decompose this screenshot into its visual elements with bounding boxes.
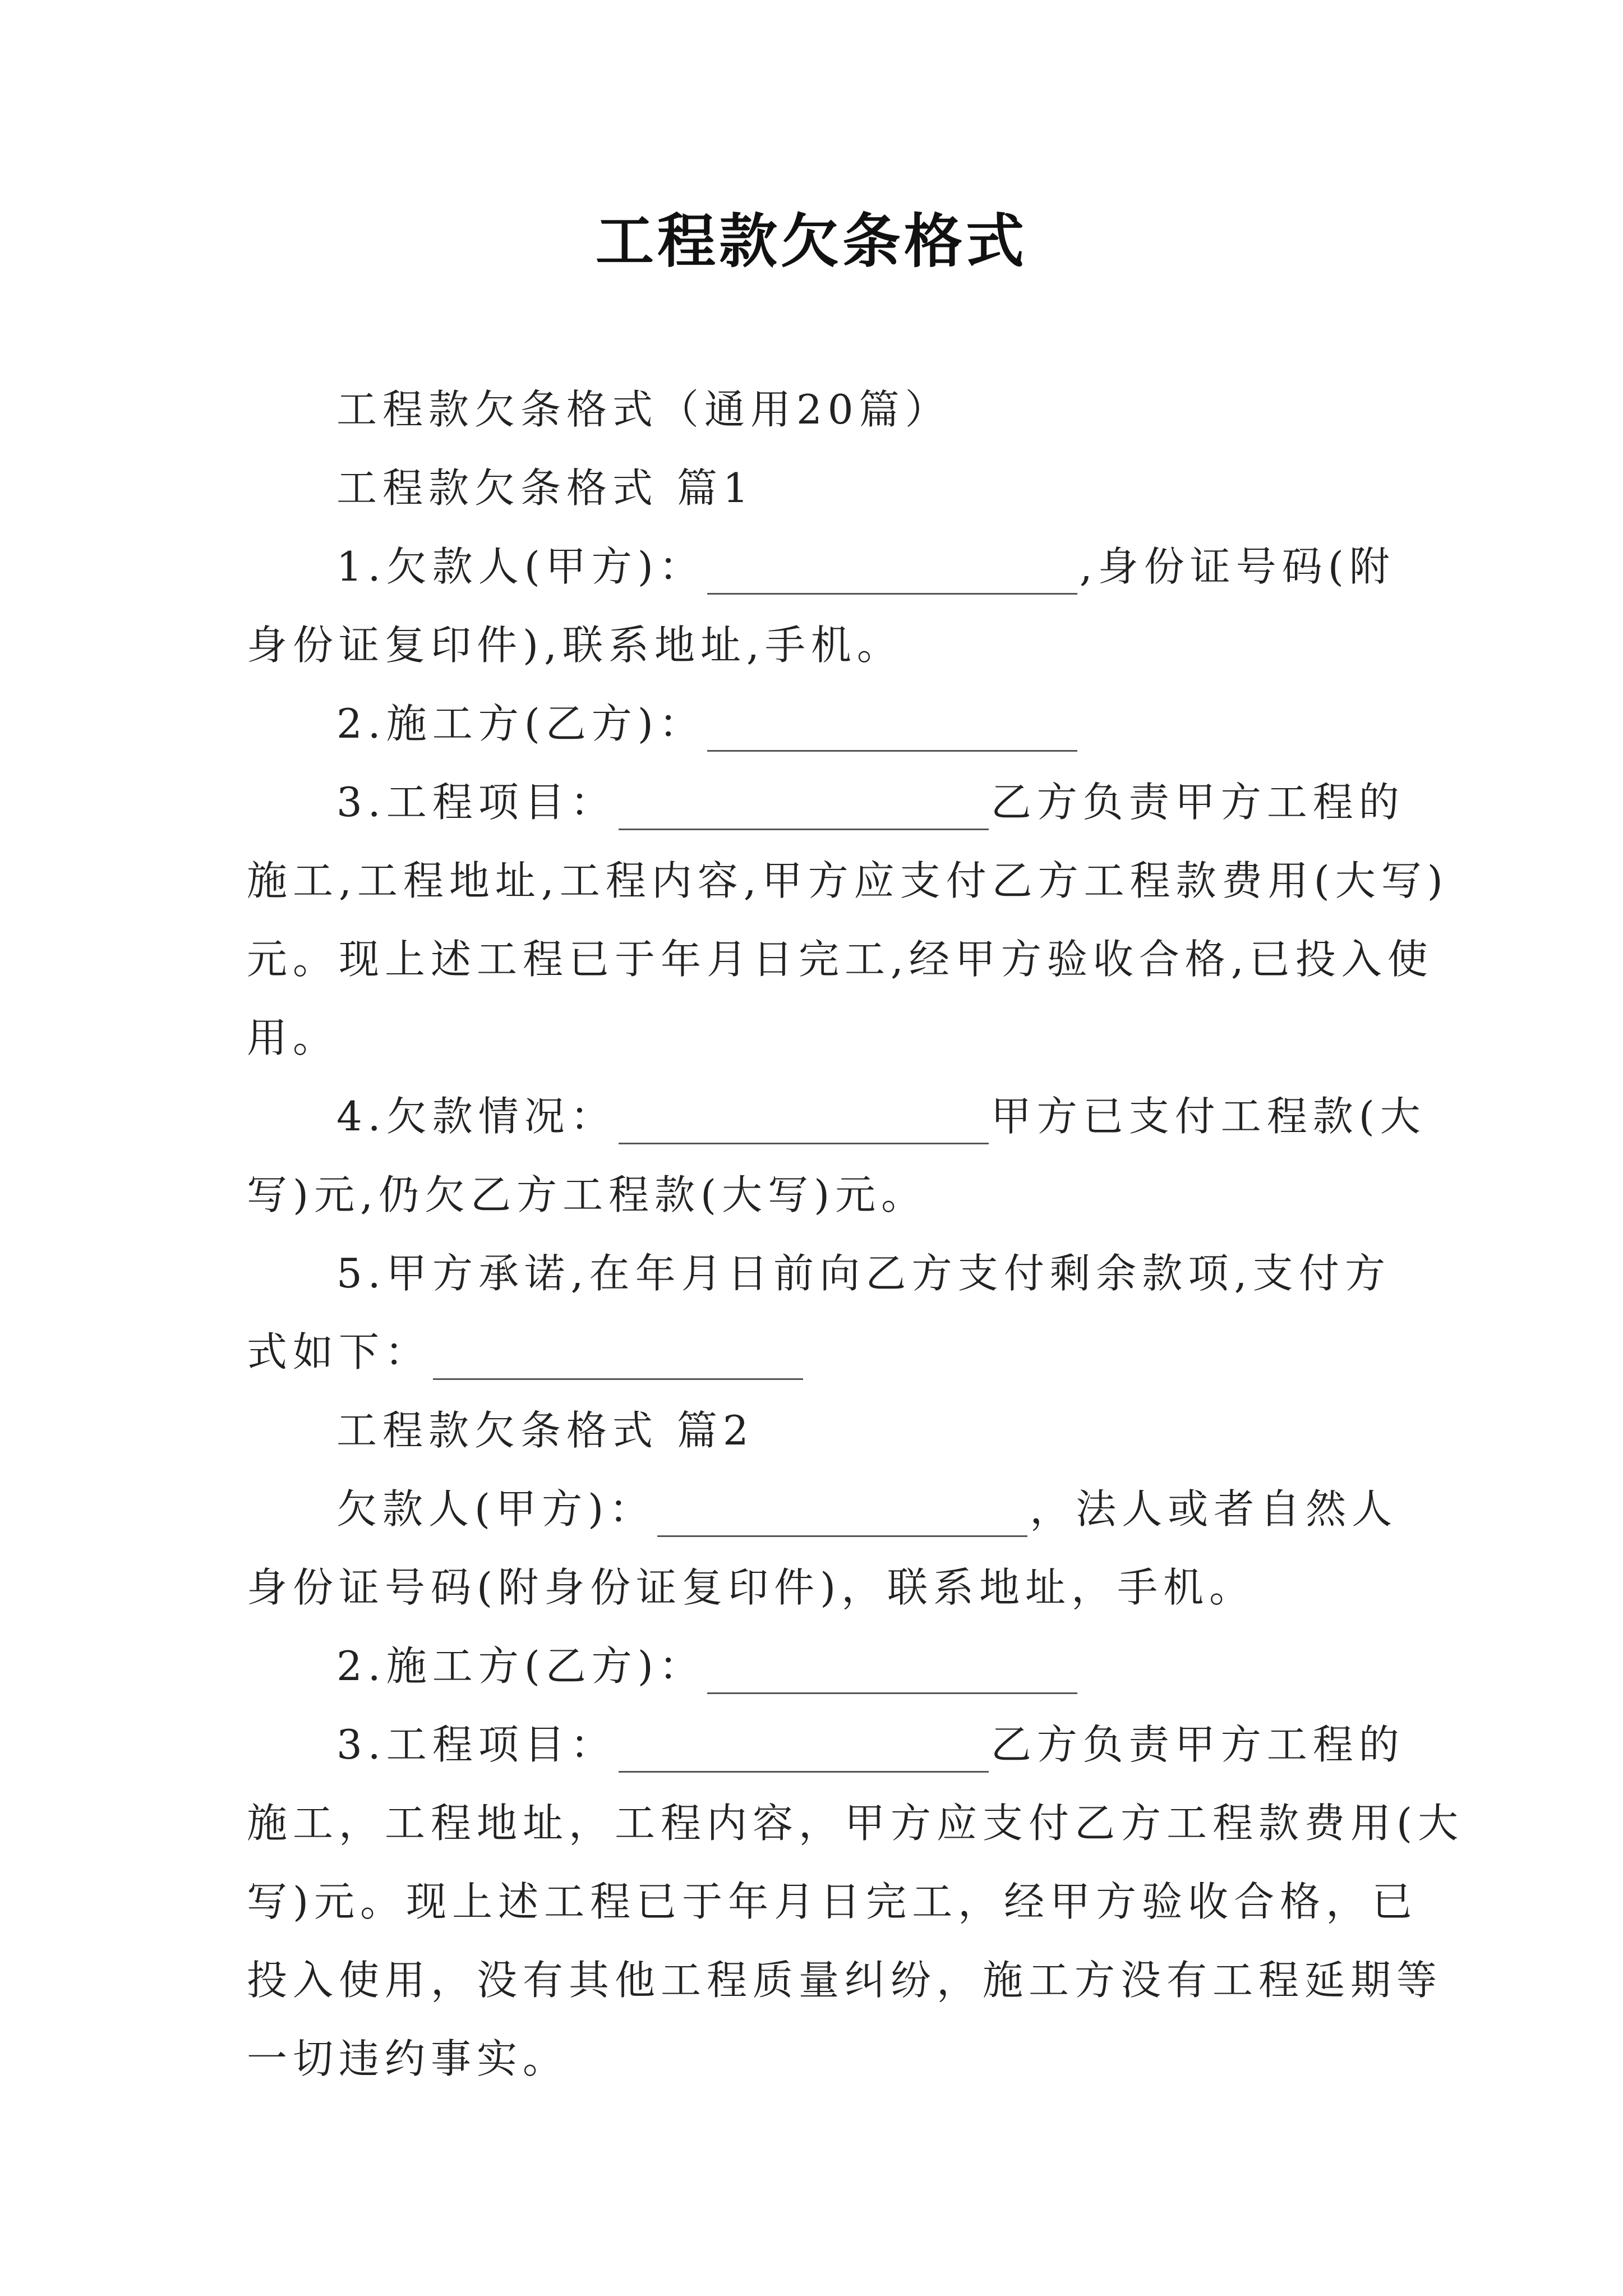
- document-subtitle: 工程款欠条格式（通用20篇）: [336, 386, 951, 433]
- paragraph-line: 写)元,仍欠乙方工程款(大写)元。: [247, 1171, 928, 1218]
- paragraph-line: 写)元。现上述工程已于年月日完工，经甲方验收合格，已: [247, 1878, 1418, 1925]
- document-title: 工程款欠条格式: [595, 206, 1027, 275]
- paragraph-line: [336, 539, 1395, 595]
- line-text: 3.工程项目：: [336, 1721, 616, 1768]
- section-heading-2: 工程款欠条格式 篇2: [336, 1407, 754, 1454]
- paragraph-line: 用。: [247, 1014, 339, 1061]
- line-text: ,身份证号码(附: [1079, 543, 1395, 590]
- line-text: 欠款人(甲方)：: [336, 1485, 656, 1533]
- line-text: ，法人或者自然人: [1030, 1485, 1398, 1533]
- fill-in-blank: [707, 1653, 1077, 1694]
- paragraph-line: [247, 1324, 1391, 1380]
- paragraph-line: [336, 1717, 1405, 1773]
- paragraph-line: 身份证复印件),联系地址,手机。: [247, 622, 903, 669]
- line-text: 2.施工方(乙方)：: [336, 1642, 705, 1690]
- fill-in-blank: [619, 789, 989, 830]
- line-text: 式如下：: [247, 1328, 431, 1375]
- fill-in-blank: [657, 1496, 1027, 1537]
- paragraph-line: 5.甲方承诺,在年月日前向乙方支付剩余款项,支付方: [336, 1250, 1391, 1297]
- section-heading-1: 工程款欠条格式 篇1: [336, 464, 754, 512]
- fill-in-blank: [619, 1732, 989, 1773]
- paragraph-line: 施工，工程地址，工程内容，甲方应支付乙方工程款费用(大: [247, 1800, 1464, 1847]
- fill-in-blank: [707, 711, 1077, 752]
- line-text: 乙方负责甲方工程的: [990, 1721, 1405, 1768]
- paragraph-line: [336, 1638, 1391, 1694]
- line-text: 甲方已支付工程款(大: [990, 1093, 1426, 1140]
- paragraph-line: 施工,工程地址,工程内容,甲方应支付乙方工程款费用(大写): [247, 857, 1449, 904]
- line-text: 4.欠款情况：: [336, 1093, 616, 1140]
- paragraph-line: 元。现上述工程已于年月日完工,经甲方验收合格,已投入使: [247, 936, 1433, 983]
- fill-in-blank: [433, 1339, 803, 1380]
- fill-in-blank: [619, 1103, 989, 1144]
- paragraph-line: [336, 1481, 1398, 1537]
- line-text: 1.欠款人(甲方)：: [336, 543, 705, 590]
- paragraph-line: 投入使用，没有其他工程质量纠纷，施工方没有工程延期等: [247, 1957, 1443, 2004]
- line-text: 3.工程项目：: [336, 779, 616, 826]
- fill-in-blank: [707, 554, 1077, 595]
- line-text: 2.施工方(乙方)：: [336, 700, 705, 747]
- line-text: 乙方负责甲方工程的: [990, 779, 1405, 826]
- paragraph-line: 身份证号码(附身份证复印件)，联系地址，手机。: [247, 1564, 1256, 1611]
- paragraph-line: [336, 1088, 1426, 1144]
- paragraph-line: [336, 774, 1405, 830]
- paragraph-line: 一切违约事实。: [247, 2035, 569, 2082]
- paragraph-line: [336, 696, 1391, 752]
